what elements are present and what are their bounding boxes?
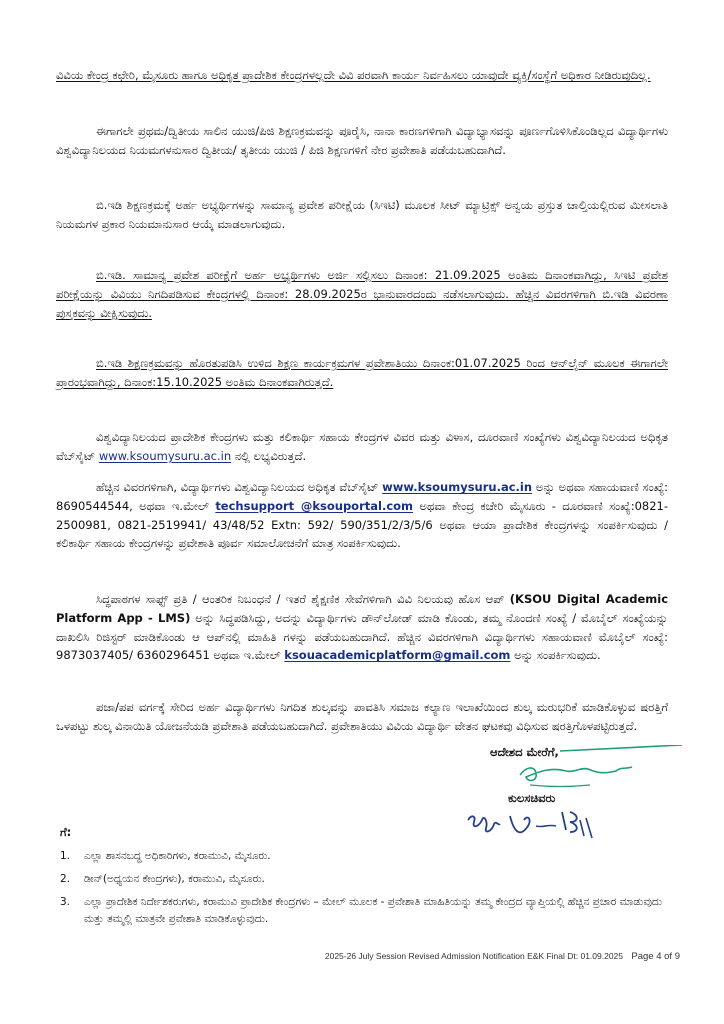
- copy-to-heading: ಗೆ:: [60, 825, 72, 839]
- paragraph-authority-notice: [56, 66, 668, 85]
- academic-platform-email-link[interactable]: ksouacademicplatform@gmail.com: [284, 648, 511, 663]
- app-name: (KSOU Digital Academic Platform App - LMS): [56, 592, 669, 625]
- initials-image: [466, 806, 606, 846]
- paragraph-text: ವಿಶ್ವವಿದ್ಯಾನಿಲಯದ ಪ್ರಾದೇಶಿಕ ಕೇಂದ್ರಗಳು ಮತ್ತು ಕಲಿಕಾರ್ಥಿ ಸಹಾಯ ಕೇಂದ್ರಗಳ ವಿವರ ಮತ್ತು ವಿಳಾಸ, ದೂರವಾಣಿ ಸಂಖ್ಯೆಗಳು ವಿಶ್ವವಿದ್ಯಾನಿಲಯದ ಅಧಿಕೃತ ವೆಬ್‌ಸೈಟ್: [56, 430, 668, 463]
- paragraph-text: ವಿವಿಯ ಕೇಂದ್ರ ಕಛೇರಿ, ಮೈಸೂರು ಹಾಗೂ ಅಧಿಕೃತ ಪ್ರಾದೇಶಿಕ ಕೇಂದ್ರಗಳಲ್ಲದೇ ವಿವಿ ಪರವಾಗಿ ಕಾರ್ಯ ನಿರ್ವಹಿಸಲು ಯಾವುದೇ ವ್ಯಕ್ತಿ/ಸಂಸ್ಥೆಗೆ ಅಧಿಕಾರ ನೀಡಿರುವುದಿಲ್ಲ.: [56, 68, 651, 82]
- paragraph-contact-details: [56, 478, 668, 553]
- list-item: [60, 894, 670, 928]
- paragraph-regional-centres: [56, 428, 668, 466]
- paragraph-text: ಬಿ.ಇಡಿ ಶಿಕ್ಷಣಕ್ರಮವನ್ನು ಹೊರತುಪಡಿಸಿ ಉಳಿದ ಶಿಕ್ಷಣ ಕಾರ್ಯಕ್ರಮಗಳ ಪ್ರವೇಶಾತಿಯು ದಿನಾಂಕ:01.07.2025 ರಿಂದ ಆನ್‌ಲೈನ್ ಮೂಲಕ ಈಗಾಗಲೇ ಪ್ರಾರಂಭವಾಗಿದ್ದು, ದಿನಾಂಕ:15.10.2025 ಅಂತಿಮ ದಿನಾಂಕವಾಗಿರುತ್ತದೆ.: [56, 356, 668, 389]
- paragraph-text: ಬಿ.ಇಡಿ ಶಿಕ್ಷಣಕ್ರಮಕ್ಕೆ ಅರ್ಹ ಅಭ್ಯರ್ಥಿಗಳನ್ನು ಸಾಮಾನ್ಯ ಪ್ರವೇಶ ಪರೀಕ್ಷೆಯ (ಸಿಇಟಿ) ಮೂಲಕ ಸೀಟ್ ಮ್ಯಾಟ್ರಿಕ್ಸ್ ಅನ್ವಯ ಪ್ರಸ್ತುತ ಚಾಲ್ತಿಯಲ್ಲಿರುವ ಮೀಸಲಾತಿ ನಿಯಮಗಳ ಪ್ರಕಾರ ನಿಯಮಾನುಸಾರ ಆಯ್ಕೆ ಮಾಡಲಾಗುವುದು.: [56, 198, 668, 231]
- website-link[interactable]: www.ksoumysuru.ac.in: [98, 448, 232, 463]
- list-item-text: ಎಲ್ಲಾ ಶಾಸನಬದ್ಧ ಅಧಿಕಾರಿಗಳು, ಕರಾಮುವಿ, ಮೈಸೂರು.: [84, 850, 271, 862]
- list-item: [60, 871, 670, 888]
- paragraph-lms-app: [56, 590, 668, 665]
- registrar-designation: ಕುಲಸಚಿವರು: [508, 791, 556, 805]
- paragraph-bed-cet-dates: [56, 266, 668, 322]
- list-item: [60, 848, 670, 865]
- paragraph-text: ಅನ್ನು ಸಿದ್ಧಪಡಿಸಿದ್ದು, ಅದನ್ನು ವಿದ್ಯಾರ್ಥಿಗಳು ಡೌನ್‌ಲೋಡ್ ಮಾಡಿ ಕೊಂಡು, ತಮ್ಮ ನೊಂದಣಿ ಸಂಖ್ಯೆ / ಮೊಬೈಲ್ ಸಂಖ್ಯೆಯನ್ನು ದಾಖಲಿಸಿ ರಿಜಿಸ್ಟರ್ ಮಾಡಿಕೊಂಡು ಆ ಆಪ್‌ನಲ್ಲಿ ಮಾಹಿತಿ ಗಳನ್ನು ಪಡೆಯಬಹುದಾಗಿದೆ. ಹೆಚ್ಚಿನ ವಿವರಗಳಿಗಾಗಿ ವಿದ್ಯಾರ್ಥಿಗಳು ಸಹಾಯವಾಣಿ ಮೊಬೈಲ್ ಸಂಖ್ಯೆ: 9873037405/ 6360296451 ಅಥವಾ ಇ.ಮೇಲ್: [56, 610, 668, 663]
- website-link[interactable]: www.ksoumysuru.ac.in: [382, 480, 533, 494]
- paragraph-text: ಬಿ.ಇಡಿ. ಸಾಮಾನ್ಯ ಪ್ರವೇಶ ಪರೀಕ್ಷೆಗೆ ಅರ್ಹ ಅಭ್ಯರ್ಥಿಗಳು ಅರ್ಜಿ ಸಲ್ಲಿಸಲು ದಿನಾಂಕ: 21.09.2025 ಅಂತಿಮ ದಿನಾಂಕವಾಗಿದ್ದು, ಸಿಇಟಿ ಪ್ರವೇಶ ಪರೀಕ್ಷೆಯನ್ನು ವಿವಿಯು ನಿಗದಿಪಡಿಸುವ ಕೇಂದ್ರಗಳಲ್ಲಿ ದಿನಾಂಕ: 28.09.2025ರ ಭಾನುವಾರದಂದು ನಡೆಸಲಾಗುವುದು. ಹೆಚ್ಚಿನ ವಿವರಗಳಿಗಾಗಿ ಬಿ.ಇಡಿ ವಿವರಣಾ ಪುಸ್ತಕವನ್ನು ವೀಕ್ಷಿಸುವುದು.: [56, 268, 668, 320]
- paragraph-text: ಅನ್ನು ಸಂಪರ್ಕಿಸುವುದು.: [514, 648, 601, 663]
- paragraph-text: ಸಿದ್ಧಪಾಠಗಳ ಸಾಫ್ಟ್ ಪ್ರತಿ / ಆಂತರಿಕ ನಿಬಂಧನೆ / ಇತರೆ ಶೈಕ್ಷಣಿಕ ಸೇವೆಗಳಿಗಾಗಿ ವಿವಿ ನಿಲಯವು ಹೊಸ ಆಪ್: [96, 592, 505, 606]
- list-number: 2.: [60, 873, 71, 885]
- copy-to-list: [60, 848, 670, 934]
- page-number: Page 4 of 9: [631, 951, 680, 962]
- list-number: 3.: [60, 896, 71, 908]
- list-item-text: ಡೀನ್(ಅಧ್ಯಯನ ಕೇಂದ್ರಗಳು), ಕರಾಮುವಿ, ಮೈಸೂರು.: [84, 873, 265, 885]
- paragraph-text: ಹೆಚ್ಚಿನ ವಿವರಗಳಿಗಾಗಿ, ವಿದ್ಯಾರ್ಥಿಗಳು ವಿಶ್ವವಿದ್ಯಾನಿಲಯದ ಅಧಿಕೃತ ವೆಬ್‌ಸೈಟ್: [96, 480, 379, 494]
- paragraph-text: ನಲ್ಲಿ ಲಭ್ಯವಿರುತ್ತದೆ.: [234, 448, 307, 463]
- paragraph-admission-dates: [56, 354, 668, 392]
- list-item-text: ಎಲ್ಲಾ ಪ್ರಾದೇಶಿಕ ನಿರ್ದೇಶಕರುಗಳು, ಕರಾಮುವಿ ಪ್ರಾದೇಶಿಕ ಕೇಂದ್ರಗಳು – ಮೇಲ್ ಮೂಲಕ - ಪ್ರವೇಶಾತಿ ಮಾಹಿತಿಯನ್ನು ತಮ್ಮ ಕೇಂದ್ರದ ವ್ಯಾಪ್ತಿಯಲ್ಲಿ ಹೆಚ್ಚಿನ ಪ್ರಚಾರ ಮಾಡುವುದು ಮತ್ತು ತಮ್ಮಲ್ಲಿ ಮಾತ್ರವೇ ಪ್ರವೇಶಾತಿ ಮಾಡಿಕೊಳ್ಳುವುದು.: [84, 896, 663, 925]
- by-order-text: ಆದೇಶದ ಮೇರೆಗೆ,: [490, 745, 559, 759]
- paragraph-bed-selection: [56, 196, 668, 234]
- footer-notification-text: 2025-26 July Session Revised Admission Notification E&K Final Dt: 01.09.2025: [324, 951, 624, 961]
- paragraph-text: ಅಥವಾ ಕೇಂದ್ರ ಕಚೇರಿ ಮೈಸೂರು - ದೂರವಾಣಿ ಸಂಖ್ಯೆ:0821-2500981, 0821-2519941/ 43/48/52 Extn: 592/ 590/351/2/3/5/6 ಅಥವಾ ಆಯಾ ಪ್ರಾದೇಶಿಕ ಕೇಂದ್ರಗಳನ್ನು ಸಂಪರ್ಕಿಸುವುದು / ಕಲಿಕಾರ್ಥಿ ಸಹಾಯ ಕೇಂದ್ರಗಳನ್ನು ಪ್ರವೇಶಾತಿ ಪೂರ್ವ ಸಮಾಲೋಚನೆಗೆ ಮಾತ್ರ ಸಂಪರ್ಕಿಸುವುದು.: [56, 498, 668, 551]
- list-number: 1.: [60, 850, 71, 862]
- paragraph-text: ಪಜಾ/ಪಪ ವರ್ಗಕ್ಕೆ ಸೇರಿದ ಅರ್ಹ ವಿದ್ಯಾರ್ಥಿಗಳು ನಿಗದಿತ ಶುಲ್ಕವನ್ನು ಪಾವತಿಸಿ ಸಮಾಜ ಕಲ್ಯಾಣ ಇಲಾಖೆಯಿಂದ ಶುಲ್ಕ ಮರುಭರಿಕೆ ಮಾಡಿಕೊಳ್ಳುವ ಷರತ್ತಿಗೆ ಒಳಪಟ್ಟು ಶುಲ್ಕ ವಿನಾಯಿತಿ ಯೋಜನೆಯಡಿ ಪ್ರವೇಶಾತಿ ಪಡೆಯಬಹುದಾಗಿದೆ. ಪ್ರವೇಶಾತಿಯು ವಿವಿಯ ವಿದ್ಯಾರ್ಥಿ ವೇತನ ಘಟಕವು ವಿಧಿಸುವ ಷರತ್ತಿಗೊಳಪಟ್ಟಿರುತ್ತದೆ.: [56, 700, 668, 733]
- paragraph-text: ಈಗಾಗಲೇ ಪ್ರಥಮ/ದ್ವಿತೀಯ ಸಾಲಿನ ಯುಜಿ/ಪಿಜಿ ಶಿಕ್ಷಣಕ್ರಮವನ್ನು ಪೂರೈಸಿ, ನಾನಾ ಕಾರಣಗಳಿಗಾಗಿ ವಿದ್ಯಾಭ್ಯಾಸವನ್ನು ಪೂರ್ಣಗೊಳಿಸಿಕೊಂಡಿಲ್ಲದ ವಿದ್ಯಾರ್ಥಿಗಳು ವಿಶ್ವವಿದ್ಯಾನಿಲಯದ ನಿಯಮಗಳನುಸಾರ ದ್ವಿತೀಯ/ ತೃತೀಯ ಯುಜಿ / ಪಿಜಿ ಶಿಕ್ಷಣಗಳಿಗೆ ನೇರ ಪ್ರವೇಶಾತಿ ಪಡೆಯಬಹುದಾಗಿದೆ.: [56, 124, 668, 157]
- paragraph-text: ಅನ್ನು ಅಥವಾ ಸಹಾಯವಾಣಿ ಸಂಖ್ಯೆ: 8690544544, ಅಥವಾ ಇ.ಮೇಲ್: [56, 480, 669, 513]
- page-footer: [280, 951, 680, 962]
- paragraph-fee-exemption: [56, 698, 668, 736]
- paragraph-direct-admission: [56, 122, 668, 160]
- techsupport-email-link[interactable]: techsupport @ksouportal.com: [215, 498, 414, 513]
